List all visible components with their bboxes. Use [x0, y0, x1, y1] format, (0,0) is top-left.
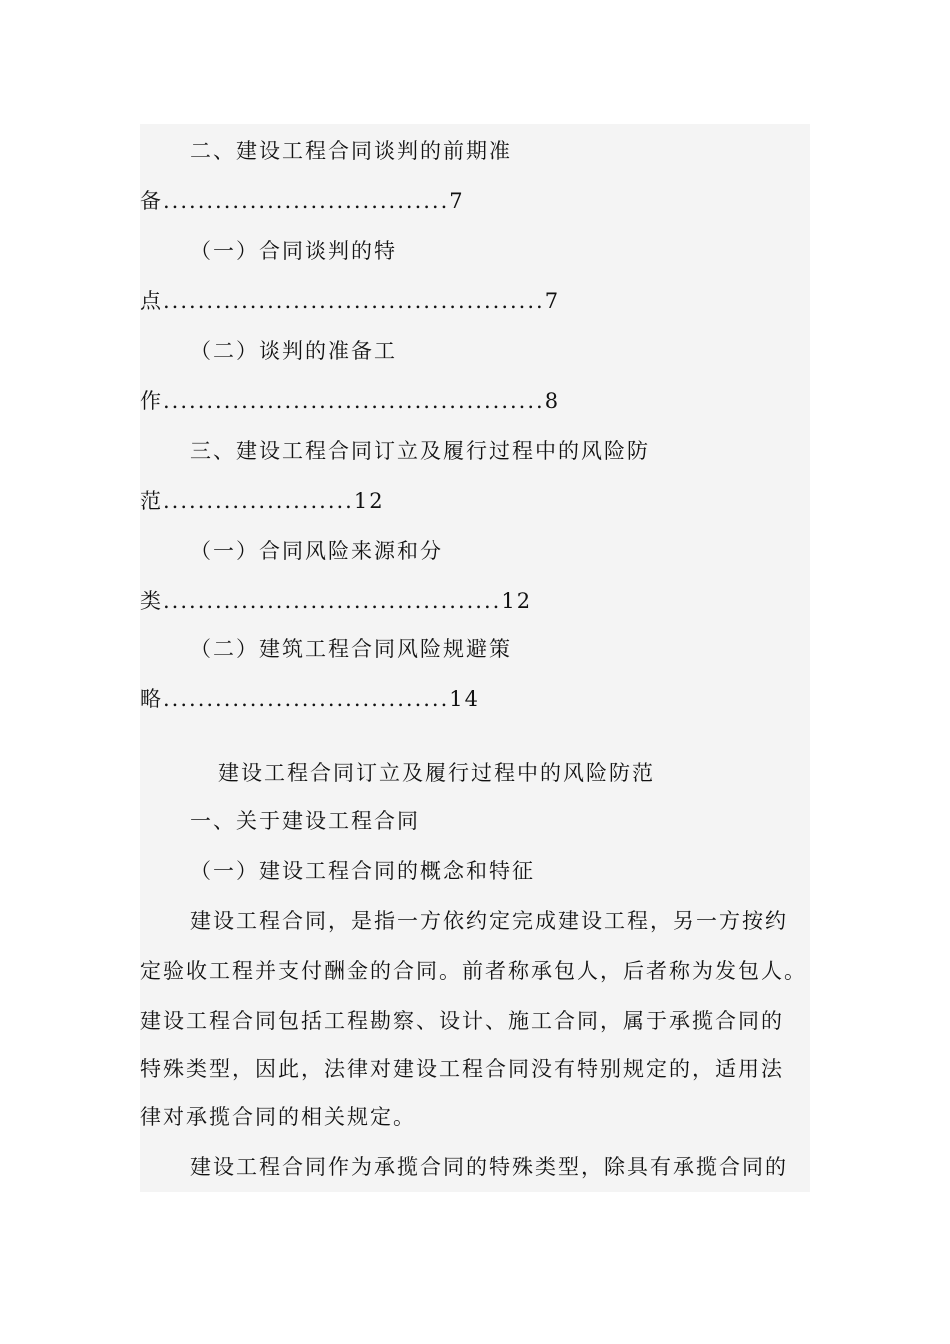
- toc-item-tail: 类.......................................12: [140, 589, 533, 613]
- toc-item-heading: （二）谈判的准备工: [190, 339, 397, 363]
- toc-item-heading: （一）合同谈判的特: [190, 239, 397, 263]
- toc-item-heading: （二）建筑工程合同风险规避策: [190, 637, 512, 661]
- toc-item-tail: 点............................................7: [140, 289, 561, 313]
- toc-item-tail: 作............................................8: [140, 389, 561, 413]
- paragraph-line: 建设工程合同，是指一方依约定完成建设工程，另一方按约: [190, 909, 788, 933]
- toc-item-tail: 备.................................7: [140, 189, 465, 213]
- paragraph-line: 建设工程合同作为承揽合同的特殊类型，除具有承揽合同的: [190, 1155, 788, 1179]
- paragraph-line: 特殊类型，因此，法律对建设工程合同没有特别规定的，适用法: [140, 1057, 784, 1081]
- paragraph-line: 定验收工程并支付酬金的合同。前者称承包人，后者称为发包人。: [140, 959, 807, 983]
- section-heading: 一、关于建设工程合同: [190, 809, 420, 833]
- document-title: 建设工程合同订立及履行过程中的风险防范: [218, 761, 655, 785]
- paragraph-line: 建设工程合同包括工程勘察、设计、施工合同，属于承揽合同的: [140, 1009, 784, 1033]
- toc-item-heading: 二、建设工程合同谈判的前期准: [190, 139, 512, 163]
- subsection-heading: （一）建设工程合同的概念和特征: [190, 859, 535, 883]
- paragraph-line: 律对承揽合同的相关规定。: [140, 1105, 416, 1129]
- toc-item-heading: （一）合同风险来源和分: [190, 539, 443, 563]
- toc-item-heading: 三、建设工程合同订立及履行过程中的风险防: [190, 439, 650, 463]
- toc-item-tail: 略.................................14: [140, 687, 481, 711]
- toc-item-tail: 范......................12: [140, 489, 385, 513]
